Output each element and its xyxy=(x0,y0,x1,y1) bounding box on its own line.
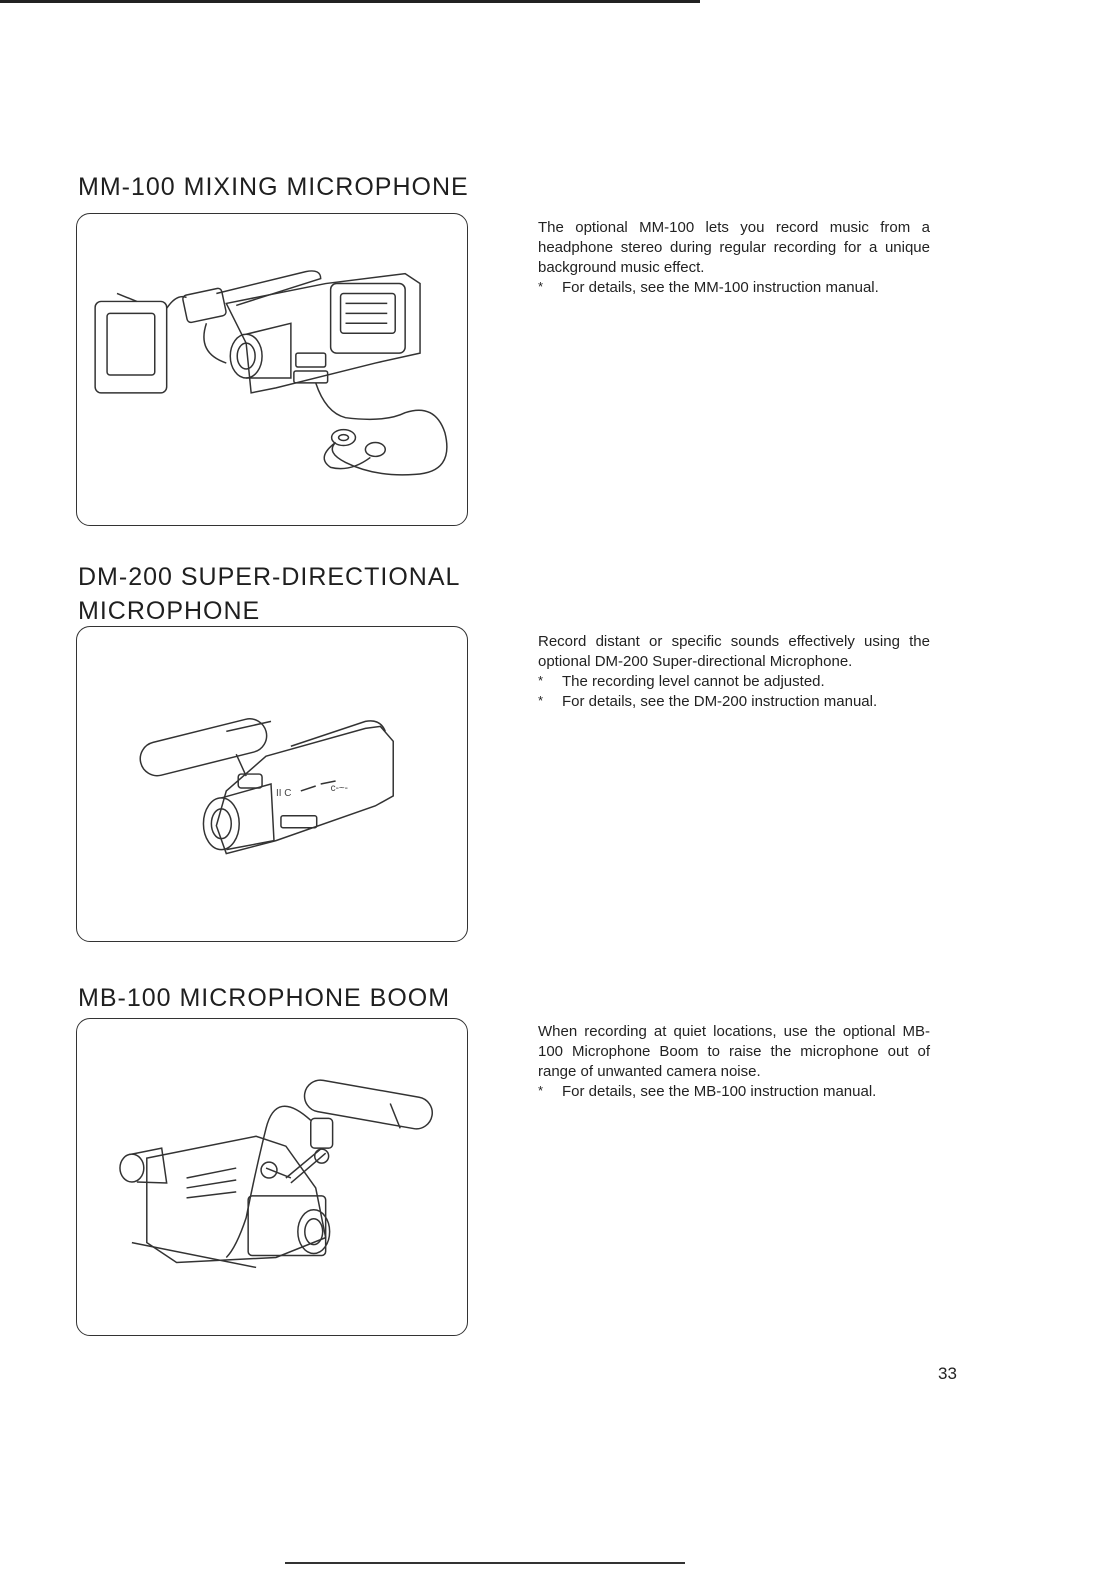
description-text: When recording at quiet locations, use the optional MB-100 Microphone Boom to raise the microphone out of range of unwanted camera noise. xyxy=(538,1023,930,1080)
bullet-text: The recording level cannot be adjusted. xyxy=(562,673,825,690)
bullet-item xyxy=(538,278,930,298)
bottom-edge-rule xyxy=(285,1562,685,1564)
description-mm100 xyxy=(538,218,930,298)
figure-mb100 xyxy=(76,1018,468,1336)
bullet-item xyxy=(538,1082,930,1102)
mb100-camcorder-illustration xyxy=(77,1019,467,1335)
dm200-camcorder-illustration xyxy=(77,627,467,941)
svg-text:c-~-: c-~- xyxy=(330,782,349,794)
bullet-text: For details, see the MM-100 instruction manual. xyxy=(562,279,879,296)
bullet-mark: * xyxy=(538,693,544,708)
section-title-mm100: MM-100 MIXING MICROPHONE xyxy=(78,173,469,201)
bullet-item xyxy=(538,672,930,692)
description-text: Record distant or specific sounds effectively using the optional DM-200 Super-directional Microphone. xyxy=(538,633,930,670)
section-title-line2: MICROPHONE xyxy=(78,597,261,625)
svg-text:II C: II C xyxy=(275,787,292,799)
page-number: 33 xyxy=(938,1364,957,1383)
description-mb100 xyxy=(538,1022,930,1102)
description-text: The optional MM-100 lets you record music from a headphone stereo during regular recording for a unique background music effect. xyxy=(538,219,930,276)
bullet-mark: * xyxy=(538,1083,544,1098)
bullet-item xyxy=(538,692,930,712)
bullet-mark: * xyxy=(538,673,544,688)
description-dm200 xyxy=(538,632,930,712)
bullet-text: For details, see the MB-100 instruction manual. xyxy=(562,1083,877,1100)
figure-mm100 xyxy=(76,213,468,526)
section-title-dm200 xyxy=(78,560,460,628)
figure-dm200 xyxy=(76,626,468,942)
bullet-mark: * xyxy=(538,279,544,294)
section-title-line1: DM-200 SUPER-DIRECTIONAL xyxy=(78,563,461,591)
bullet-text: For details, see the DM-200 instruction manual. xyxy=(562,693,878,710)
mm100-camcorder-illustration xyxy=(77,214,467,525)
section-title-mb100: MB-100 MICROPHONE BOOM xyxy=(78,984,451,1012)
top-edge-rule xyxy=(0,0,700,3)
